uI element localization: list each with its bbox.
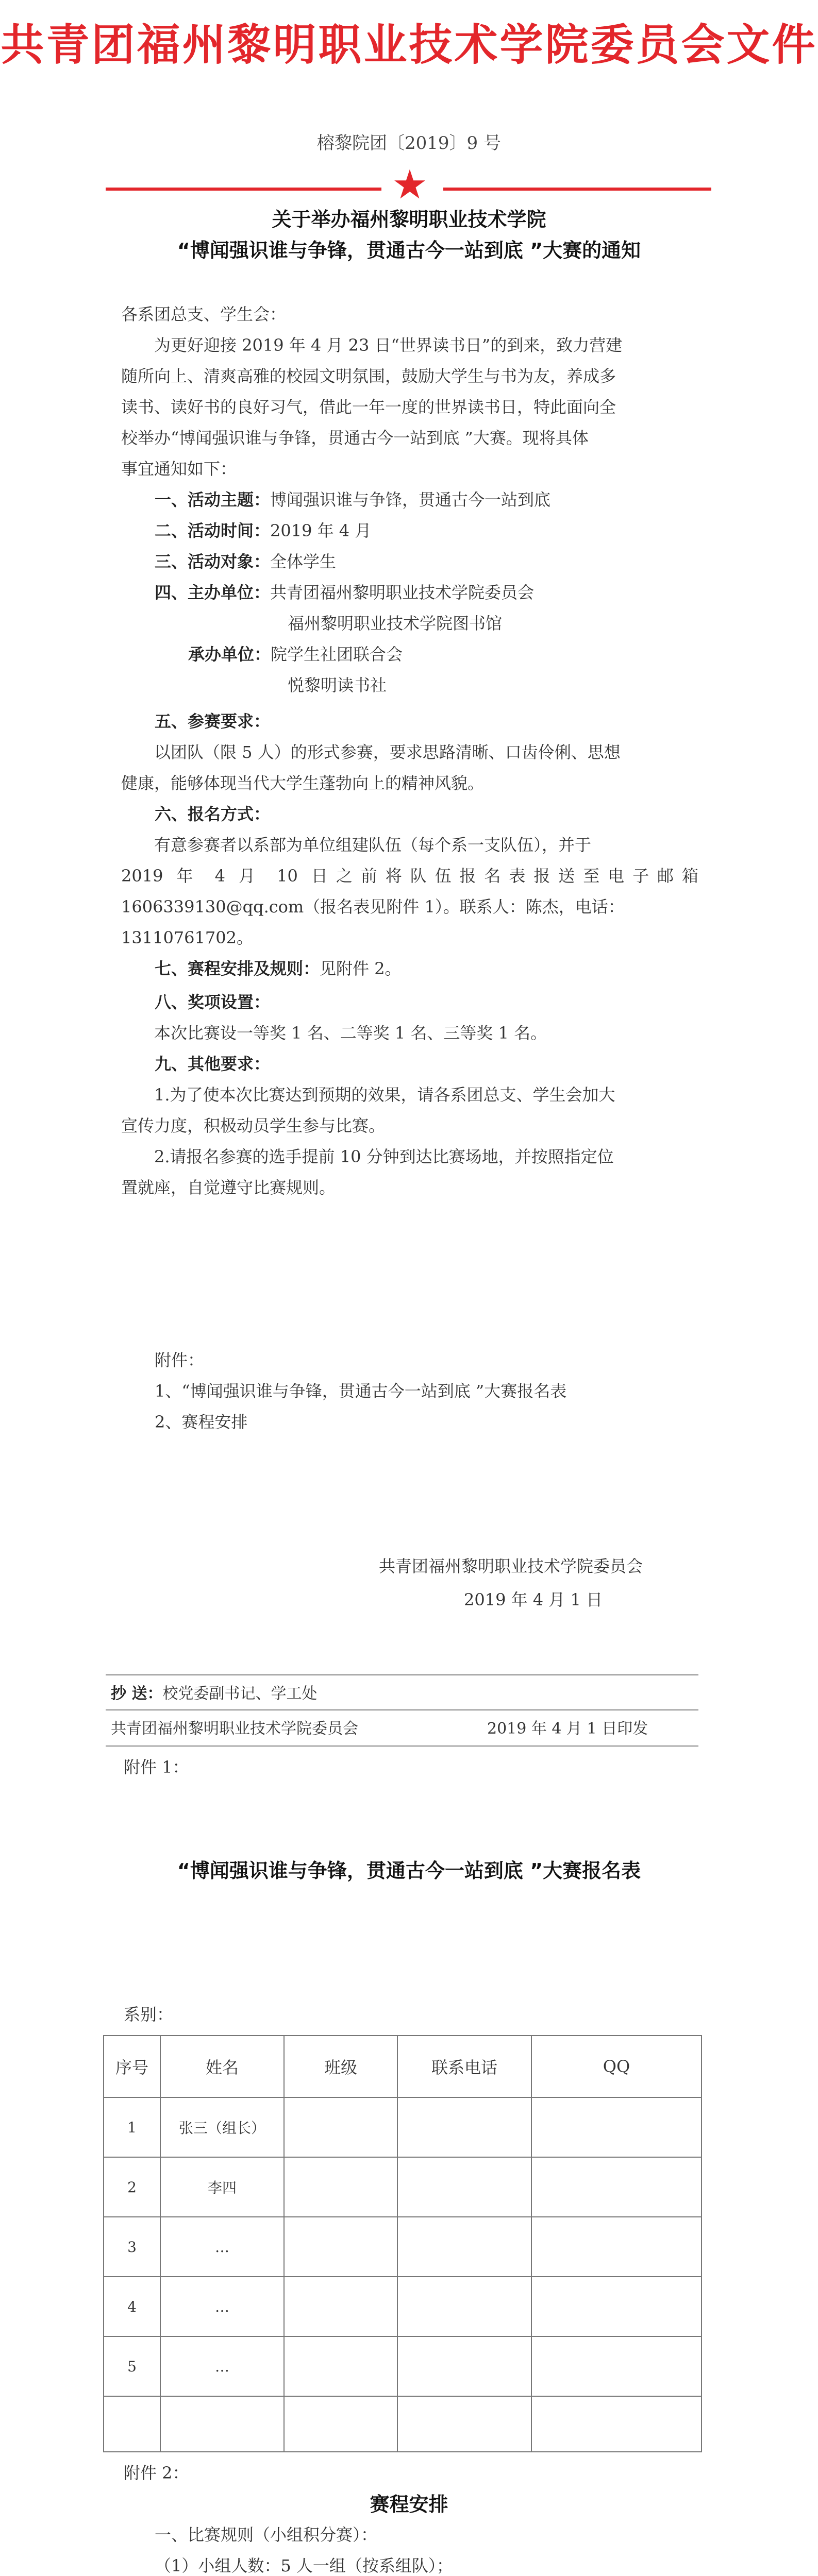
- appendix2-label: 附件 2：: [124, 2463, 189, 2483]
- table-cell: [397, 2216, 532, 2277]
- other-line: 2.请报名参赛的选手提前 10 分钟到达比赛场地，并按照指定位: [154, 1147, 614, 1166]
- table-cell: [103, 2396, 161, 2452]
- table-cell: …: [160, 2336, 285, 2397]
- table-cell: [397, 2157, 532, 2217]
- cc-value: 校党委副书记、学工处: [162, 1685, 318, 1703]
- footer-divider: [106, 1709, 698, 1710]
- table-cell: 张三（组长）: [160, 2097, 285, 2158]
- table-cell: 1: [103, 2097, 161, 2158]
- cohost-line2: 悦黎明读书社: [288, 675, 387, 695]
- notice-title-line1: 关于举办福州黎明职业技术学院: [272, 208, 546, 231]
- section-target: [155, 549, 336, 572]
- table-cell: 4: [103, 2276, 161, 2337]
- header-divider-right: [443, 188, 711, 191]
- table-header-cell: QQ: [531, 2035, 702, 2098]
- registration-line: 有意参赛者以系部为单位组建队伍（每个系一支队伍），并于: [154, 835, 592, 855]
- footer-divider: [106, 1745, 698, 1747]
- registration-line: 13110761702。: [121, 928, 253, 947]
- table-cell: [531, 2396, 702, 2452]
- table-header-cell: 联系电话: [397, 2035, 532, 2098]
- attachment-item: 2、赛程安排: [155, 1412, 248, 1432]
- schedule-line: 一、比赛规则（小组积分赛）：: [155, 2525, 378, 2545]
- attachments-label: 附件：: [155, 1350, 205, 1370]
- table-cell: 5: [103, 2336, 161, 2397]
- table-cell: [531, 2216, 702, 2277]
- intro-line: 为更好迎接 2019 年 4 月 23 日“世界读书日”的到来，致力营建: [154, 335, 623, 355]
- table-cell: [283, 2216, 398, 2277]
- cc-row: [111, 1681, 317, 1703]
- section-awards-label: 八、奖项设置：: [155, 992, 271, 1012]
- table-cell: …: [160, 2276, 285, 2337]
- table-cell: [397, 2276, 532, 2337]
- section-value: 全体学生: [270, 552, 337, 571]
- other-line: 1.为了使本次比赛达到预期的效果，请各系团总支、学生会加大: [154, 1085, 615, 1105]
- section-value: 院学生社团联合会: [271, 645, 403, 664]
- schedule-line: （1）小组人数：5 人一组（按系组队）；: [155, 2556, 453, 2575]
- appendix1-label: 附件 1：: [124, 1757, 189, 1777]
- other-line: 宣传力度，积极动员学生参与比赛。: [121, 1116, 386, 1136]
- notice-title-line2: “博闻强识谁与争锋，贯通古今一站到底 ”大赛的通知: [177, 239, 641, 262]
- section-theme: [155, 487, 550, 511]
- signature-date: 2019 年 4 月 1 日: [464, 1590, 603, 1609]
- intro-line: 校举办“博闻强识谁与争锋，贯通古今一站到底 ”大赛。现将具体: [121, 428, 589, 448]
- intro-line: 随所向上、清爽高雅的校园文明氛围，鼓励大学生与书为友，养成多: [121, 366, 616, 386]
- table-cell: [531, 2276, 702, 2337]
- table-cell: [397, 2396, 532, 2452]
- section-label: 三、活动对象：: [155, 552, 271, 571]
- section-value: 博闻强识谁与争锋，贯通古今一站到底: [270, 490, 551, 510]
- table-cell: [397, 2097, 532, 2158]
- registration-line: 1606339130@qq.com（报名表见附件 1）。联系人：陈杰，电话：: [121, 897, 625, 917]
- intro-line: 事宜通知如下：: [121, 459, 237, 479]
- section-label: 承办单位：: [188, 645, 271, 664]
- appendix2-title: 赛程安排: [370, 2493, 448, 2516]
- document-number: 榕黎院团〔2019〕9 号: [317, 133, 501, 154]
- signature-org: 共青团福州黎明职业技术学院委员会: [379, 1556, 643, 1576]
- table-cell: [283, 2276, 398, 2337]
- section-value: 2019 年 4 月: [270, 521, 372, 540]
- awards-line: 本次比赛设一等奖 1 名、二等奖 1 名、三等奖 1 名。: [154, 1023, 547, 1043]
- section-label: 二、活动时间：: [155, 521, 271, 540]
- table-cell: [531, 2157, 702, 2217]
- table-cell: [531, 2097, 702, 2158]
- header-divider-left: [106, 188, 381, 191]
- attachment-item: 1、“博闻强识谁与争锋，贯通古今一站到底 ”大赛报名表: [155, 1381, 567, 1401]
- intro-line: 读书、读好书的良好习气，借此一年一度的世界读书日，特此面向全: [121, 397, 616, 417]
- table-cell: [283, 2097, 398, 2158]
- section-time: [155, 518, 371, 541]
- appendix1-title: “博闻强识谁与争锋，贯通古今一站到底 ”大赛报名表: [177, 1859, 641, 1882]
- requirements-line: 健康，能够体现当代大学生蓬勃向上的精神风貌。: [121, 773, 485, 793]
- table-cell: [531, 2336, 702, 2397]
- table-cell: [283, 2336, 398, 2397]
- table-header-cell: 姓名: [160, 2035, 285, 2098]
- dept-label: 系别：: [124, 2005, 174, 2024]
- table-header-cell: 班级: [283, 2035, 398, 2098]
- section-label: 一、活动主题：: [155, 490, 271, 510]
- section-organizer: [155, 580, 534, 603]
- organizer-line2: 福州黎明职业技术学院图书馆: [288, 614, 503, 633]
- table-cell: [283, 2157, 398, 2217]
- table-cell: [160, 2396, 285, 2452]
- section-registration-label: 六、报名方式：: [155, 804, 271, 824]
- table-cell: 3: [103, 2216, 161, 2277]
- salutation: 各系团总支、学生会：: [121, 304, 287, 324]
- section-label: 七、赛程安排及规则：: [155, 959, 320, 978]
- registration-line: 2019 年 4 月 10 日之前将队伍报名表报送至电子邮箱: [121, 866, 698, 886]
- section-other-label: 九、其他要求：: [155, 1054, 271, 1074]
- table-cell: [397, 2336, 532, 2397]
- table-cell: 李四: [160, 2157, 285, 2217]
- print-date: 2019 年 4 月 1 日印发: [487, 1720, 648, 1738]
- table-cell: …: [160, 2216, 285, 2277]
- section-cohost: [188, 641, 403, 665]
- section-label: 四、主办单位：: [155, 583, 271, 602]
- footer-divider: [106, 1674, 698, 1675]
- issuer: 共青团福州黎明职业技术学院委员会: [111, 1720, 358, 1738]
- other-line: 置就座，自觉遵守比赛规则。: [121, 1178, 336, 1197]
- cc-label: 抄 送：: [111, 1685, 163, 1703]
- table-cell: [283, 2396, 398, 2452]
- table-cell: 2: [103, 2157, 161, 2217]
- section-requirements-label: 五、参赛要求：: [155, 711, 271, 731]
- section-value: 见附件 2。: [320, 959, 402, 978]
- section-schedule: [155, 956, 402, 979]
- section-value: 共青团福州黎明职业技术学院委员会: [270, 583, 535, 602]
- table-header-cell: 序号: [103, 2035, 161, 2098]
- requirements-line: 以团队（限 5 人）的形式参赛，要求思路清晰、口齿伶俐、思想: [154, 742, 621, 762]
- star-icon: ★: [392, 162, 428, 208]
- document-header-title: 共青团福州黎明职业技术学院委员会文件: [1, 20, 817, 70]
